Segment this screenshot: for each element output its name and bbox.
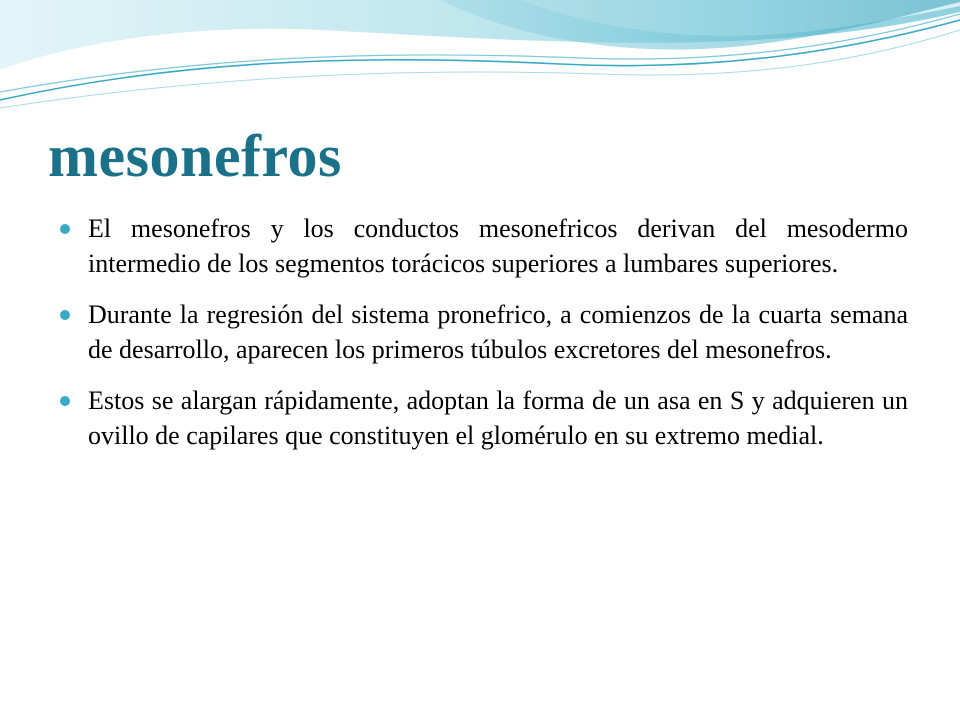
bullet-item [52, 297, 908, 367]
bullet-dot-icon [60, 396, 70, 406]
bullet-text: El mesonefros y los conductos mesonefricos derivan del mesodermo intermedio de los segmentos torácicos superiores a lumbares superiores. [88, 214, 908, 278]
slide-title: mesonefros [48, 123, 342, 189]
bullet-text: Estos se alargan rápidamente, adoptan la forma de un asa en S y adquieren un ovillo de capilares que constituyen el glomérulo en su extremo medial. [88, 386, 908, 450]
bullet-item [52, 211, 908, 281]
bullet-item [52, 383, 908, 453]
bullet-dot-icon [60, 224, 70, 234]
wave-decoration [0, 0, 960, 120]
bullet-list [52, 211, 908, 469]
bullet-text: Durante la regresión del sistema pronefrico, a comienzos de la cuarta semana de desarrollo, aparecen los primeros túbulos excretores del mesonefros. [88, 300, 908, 364]
bullet-dot-icon [60, 310, 70, 320]
wave-line-3 [0, 30, 960, 108]
